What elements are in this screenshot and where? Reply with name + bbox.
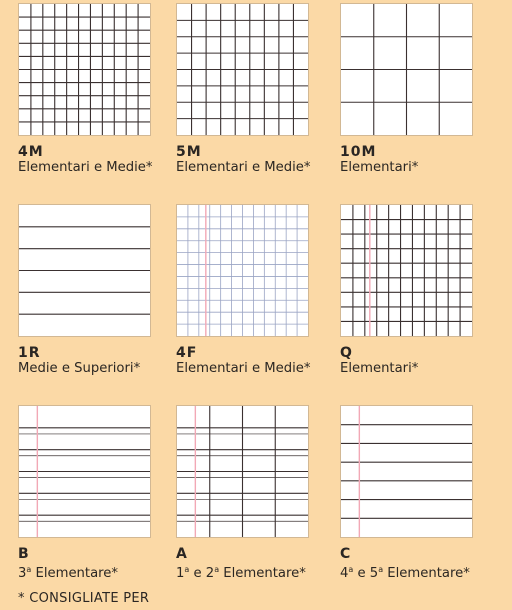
ruling-pattern: [341, 406, 472, 537]
ruling-pattern: [177, 205, 308, 336]
ruling-description: 1$^a$ e 2$^a$ Elementare*: [176, 565, 306, 581]
ruling-card: [18, 204, 178, 377]
ruling-code: 10M: [340, 144, 377, 160]
ruling-card: [176, 405, 336, 582]
ruling-card: [176, 3, 336, 176]
ruling-code: 4M: [18, 144, 44, 160]
ruling-description: Elementari*: [340, 160, 419, 175]
ordinal-superscript: a: [184, 565, 190, 574]
ordinal-superscript: a: [348, 565, 354, 574]
ordinal-superscript: a: [378, 565, 384, 574]
ruling-description: Elementari e Medie*: [176, 160, 311, 175]
ruling-pattern: [177, 406, 308, 537]
ruling-card: [340, 3, 500, 176]
ruling-code: Q: [340, 345, 353, 361]
ruling-description: 4$^a$ e 5$^a$ Elementare*: [340, 565, 470, 581]
ruling-swatch: [18, 405, 151, 538]
ruling-code: B: [18, 546, 30, 562]
ruling-card: [340, 405, 500, 582]
ruling-code: A: [176, 546, 188, 562]
ruling-code: 1R: [18, 345, 41, 361]
ruling-card: [18, 405, 178, 582]
ordinal-superscript: a: [26, 565, 32, 574]
ruling-code: C: [340, 546, 352, 562]
ruling-pattern: [19, 406, 150, 537]
ruling-description: 3$^a$ Elementare*: [18, 565, 119, 581]
ruling-description: Elementari e Medie*: [18, 160, 153, 175]
ruling-swatch: [176, 204, 309, 337]
ruling-code: 5M: [176, 144, 202, 160]
ruling-card: [18, 3, 178, 176]
ruling-swatch: [340, 405, 473, 538]
footnote: * CONSIGLIATE PER: [18, 591, 150, 606]
ruling-pattern: [341, 205, 472, 336]
ruling-swatch: [340, 204, 473, 337]
ruling-description: Medie e Superiori*: [18, 361, 141, 376]
ruling-pattern: [19, 205, 150, 336]
ruling-swatch: [18, 3, 151, 136]
ruling-card: [340, 204, 500, 377]
ruling-swatch: [18, 204, 151, 337]
ruling-code: 4F: [176, 345, 198, 361]
ruling-swatch: [176, 3, 309, 136]
ruling-card: [176, 204, 336, 377]
ruling-pattern: [341, 4, 472, 135]
ruling-swatch: [176, 405, 309, 538]
ruling-swatch: [340, 3, 473, 136]
ruling-description: Elementari e Medie*: [176, 361, 311, 376]
ordinal-superscript: a: [214, 565, 220, 574]
ruling-pattern: [19, 4, 150, 135]
ruling-pattern: [177, 4, 308, 135]
ruling-description: Elementari*: [340, 361, 419, 376]
